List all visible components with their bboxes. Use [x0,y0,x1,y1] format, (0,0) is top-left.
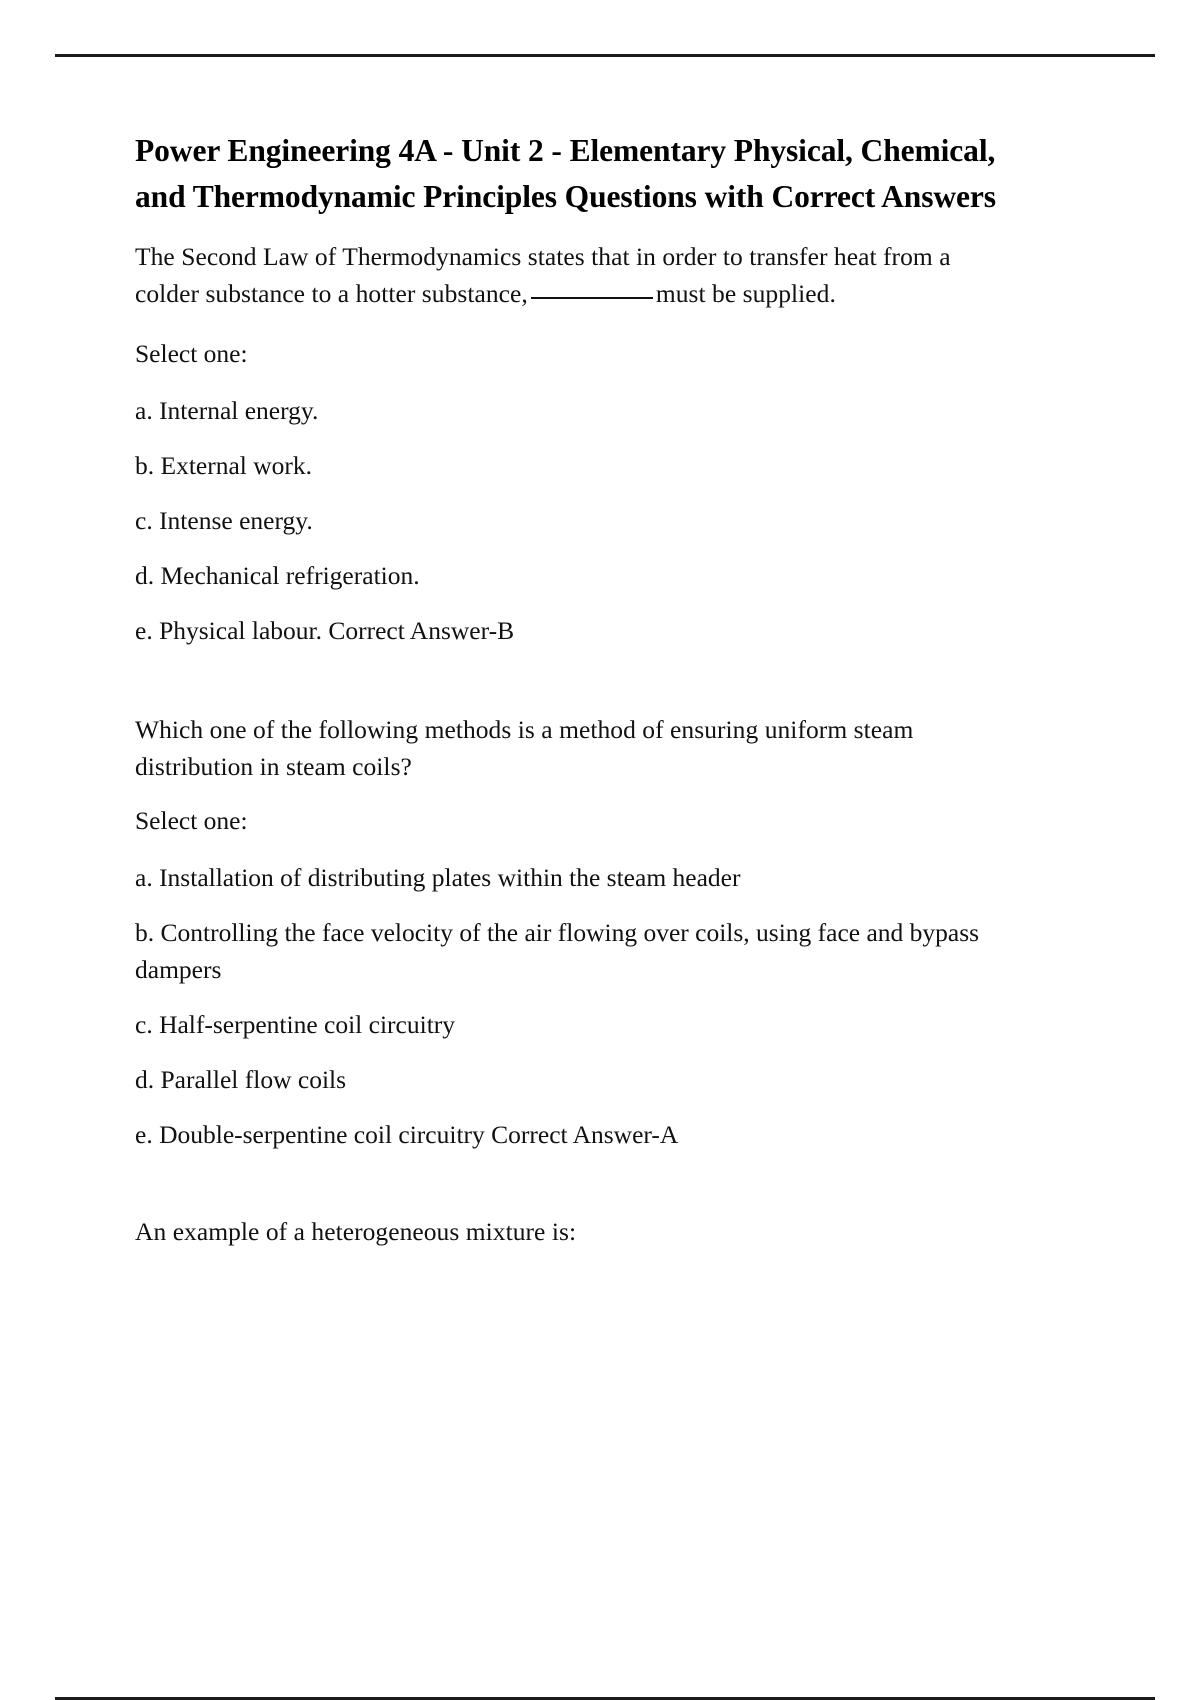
question-separator-1 [135,649,1015,711]
question-1-stem [135,238,1003,312]
question-2-option-d[interactable]: d. Parallel flow coils [135,1065,347,1094]
question-2-option-c[interactable]: c. Half-serpentine coil circuitry [135,1010,456,1039]
question-1-option-d[interactable]: d. Mechanical refrigeration. [135,561,420,590]
question-1-stem-part-1: The Second Law of Thermodynamics states that in order to transfer heat from a colder substance to a hotter substance, [135,242,951,308]
question-1-option-b[interactable]: b. External work. [135,451,313,480]
page-top-rule [55,54,1155,57]
question-1-option-e[interactable]: e. Physical labour. Correct Answer-B [135,616,515,645]
question-1-stem-part-2: must be supplied. [655,279,836,308]
document-content [135,128,1015,1273]
question-separator-2 [135,1153,1015,1213]
question-1-option-a[interactable]: a. Internal energy. [135,396,319,425]
fill-in-blank-underline [531,297,653,299]
question-block-1 [135,238,1015,649]
question-1-option-c[interactable]: c. Intense energy. [135,506,313,535]
question-2-option-e[interactable]: e. Double-serpentine coil circuitry Correct Answer-A [135,1120,679,1149]
question-2-option-a[interactable]: a. Installation of distributing plates within the steam header [135,863,741,892]
question-3-stem: An example of a heterogeneous mixture is: [135,1217,577,1246]
question-2-select-label: Select one: [135,806,248,835]
page-title: Power Engineering 4A - Unit 2 - Elementary Physical, Chemical, and Thermodynamic Principles Questions with Correct Answers [135,133,996,214]
question-block-2 [135,711,1015,1153]
question-2-stem: Which one of the following methods is a method of ensuring uniform steam distribution in steam coils? [135,715,914,781]
question-block-3 [135,1213,1015,1250]
question-2-option-b[interactable]: b. Controlling the face velocity of the air flowing over coils, using face and bypass dampers [135,918,980,984]
question-1-select-label: Select one: [135,339,248,368]
